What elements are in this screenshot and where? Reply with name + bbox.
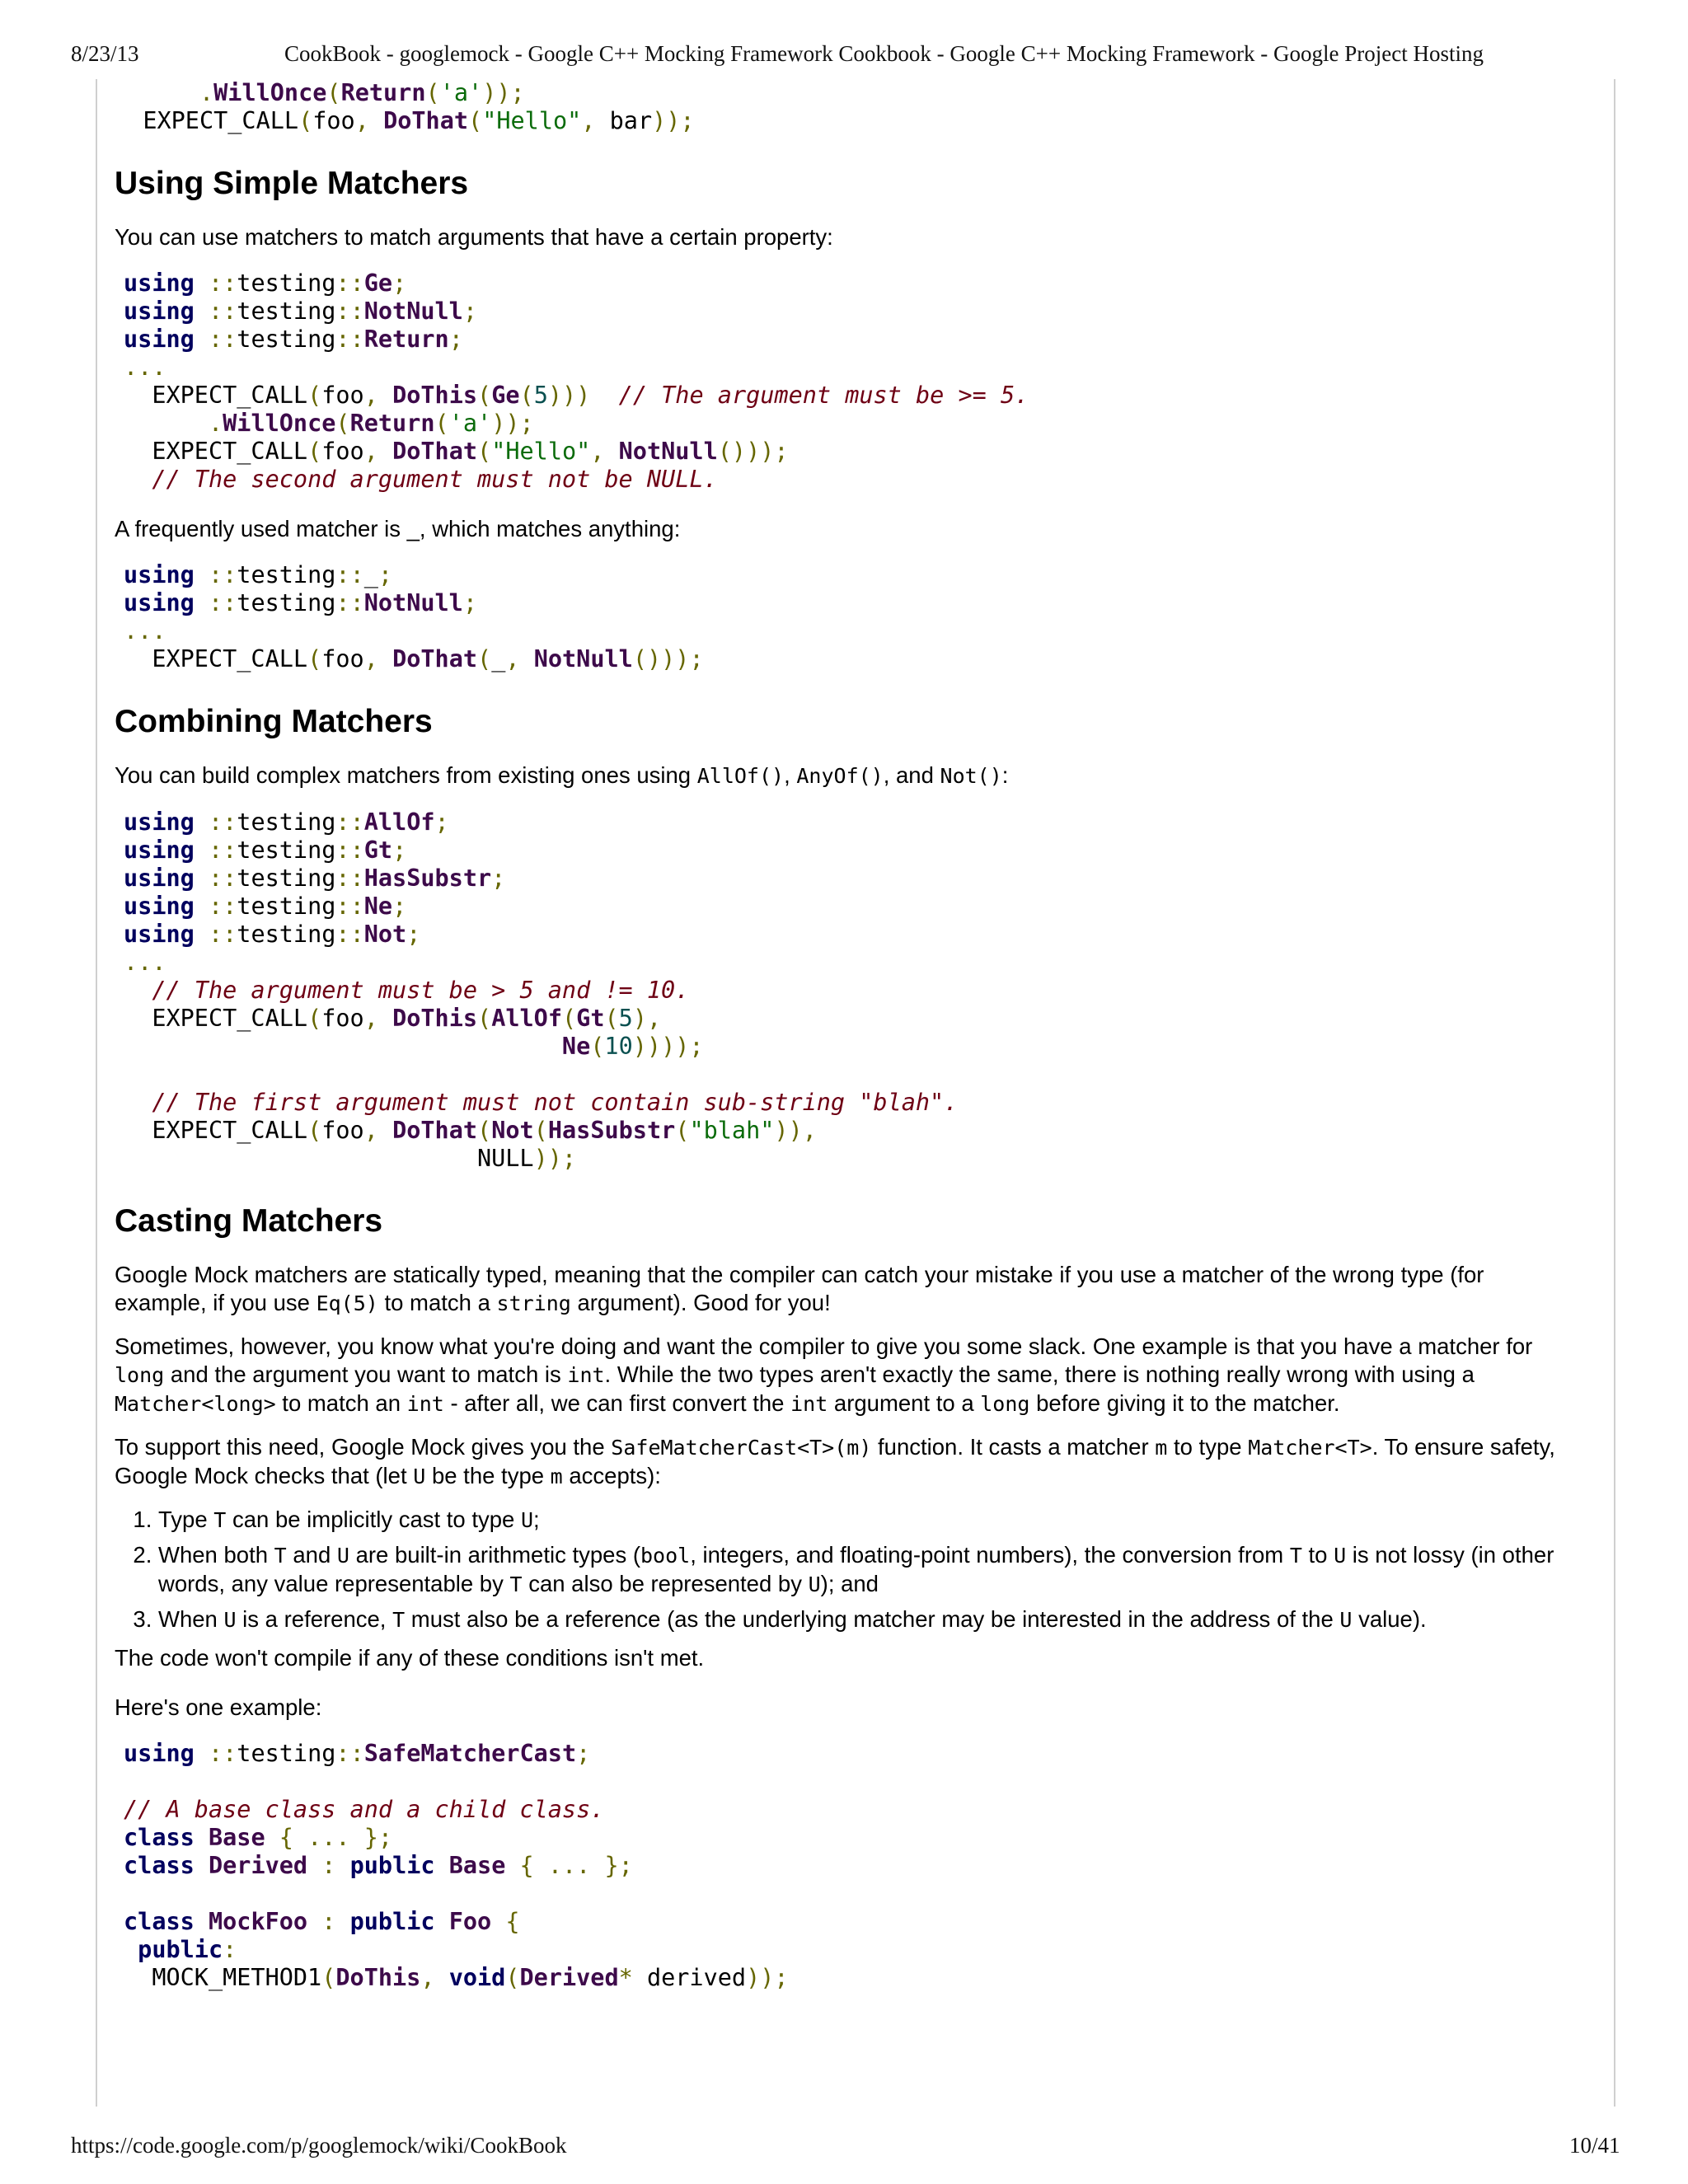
text: . To ensure safety, Google Mock checks that (let [115,1434,1555,1488]
print-date: 8/23/13 [71,41,139,66]
inline-code: Matcher<T> [1248,1436,1372,1460]
heading-using-simple-matchers: Using Simple Matchers [115,166,469,201]
text: When both [158,1542,274,1568]
code-safe-matcher-cast: using ::testing::SafeMatcherCast; // A base class and a child class. class Base { ... }; class Derived : public Base { ... }; class MockFoo : public Foo { public: MOCK_METHOD1(DoThis, void(Derived* derived)); [124,1740,789,1991]
code-simple-matchers: using ::testing::Ge; using ::testing::NotNull; using ::testing::Return; ... EXPECT_CALL(foo, DoThis(Ge(5))) // The argument must be >= 5. .WillOnce(Return('a')); EXPECT_CALL(foo, DoThat("Hello", NotNull())); // The second argument must not be NULL. [124,269,1029,493]
text: ; [533,1507,540,1532]
inline-code: m [550,1465,563,1488]
list-item [158,1541,1565,1599]
combining-sep-2: , and [883,762,940,788]
text: must also be a reference (as the underlying matcher may be interested in the address of the [405,1606,1340,1632]
inline-code: string [496,1291,571,1315]
text: and [286,1542,337,1568]
heading-casting-matchers: Casting Matchers [115,1203,383,1239]
text: accepts): [562,1463,661,1488]
casting-para-2 [115,1333,1565,1418]
code-combining-matchers: using ::testing::AllOf; using ::testing::Gt; using ::testing::HasSubstr; using ::testing::Ne; using ::testing::Not; ... // The argument must be > 5 and != 10. EXPECT_CALL(foo, DoThis(AllOf(Gt(5), Ne(10)))); // The first argument must not contain sub-string "blah". EXPECT_CALL(foo, DoThat(Not(HasSubstr("blah")), NULL)); [124,808,959,1172]
combining-intro-text: You can build complex matchers from existing ones using [115,762,697,788]
text: to [1301,1542,1334,1568]
text: . While the two types aren't exactly the same, there is nothing really wrong with using a [604,1361,1475,1387]
text: can be implicitly cast to type [226,1507,521,1532]
inline-code: SafeMatcherCast<T>(m) [611,1436,872,1460]
code-wildcard: using ::testing::_; using ::testing::NotNull; ... EXPECT_CALL(foo, DoThat(_, NotNull())); [124,561,704,673]
text: , integers, and floating-point numbers), the conversion from [690,1542,1290,1568]
code-not: Not() [940,764,1002,788]
casting-para-5: Here's one example: [115,1694,322,1720]
inline-code: Matcher<long> [115,1392,276,1416]
inline-code: T [392,1608,406,1632]
inline-code: long [115,1363,165,1387]
text: Google Mock matchers are statically typed, meaning that the compiler can catch your mistake if you use a matcher of the wrong type (for example, if you use [115,1262,1484,1315]
text: To support this need, Google Mock gives you the [115,1434,612,1460]
inline-code: U [413,1465,426,1488]
text: is not lossy (in other words, any value representable by [158,1542,1554,1596]
inline-code: int [790,1392,828,1416]
combining-intro [115,762,1565,790]
inline-code: bool [640,1544,691,1568]
combining-sep-1: , [784,762,797,788]
code-anyof: AnyOf() [796,764,884,788]
list-item [158,1506,1565,1535]
heading-combining-matchers: Combining Matchers [115,704,433,739]
right-border [1614,79,1615,2107]
inline-code: long [980,1392,1030,1416]
text: - after all, we can first convert the [443,1390,791,1416]
simple-matchers-intro: You can use matchers to match arguments that have a certain property: [115,224,833,250]
inline-code: U [808,1572,821,1596]
text: value). [1352,1606,1427,1632]
text: and the argument you want to match is [164,1361,568,1387]
text: can also be represented by [522,1571,809,1596]
inline-code: Eq(5) [316,1291,378,1315]
text: ); and [820,1571,879,1596]
text: before giving it to the matcher. [1029,1390,1340,1416]
code-continuation: .WillOnce(Return('a')); EXPECT_CALL(foo, DoThat("Hello", bar)); [143,79,695,134]
text: to match a [377,1290,497,1315]
safe-cast-conditions-list [115,1506,1565,1634]
text: When [158,1606,224,1632]
print-title: CookBook - googlemock - Google C++ Mocking Framework Cookbook - Google C++ Mocking Framework - Google Project Hosting [284,41,1484,66]
text: Sometimes, however, you know what you're doing and want the compiler to give you some slack. One example is that you have a matcher for [115,1333,1533,1359]
inline-code: T [1289,1544,1302,1568]
text: argument). Good for you! [570,1290,831,1315]
text: be the type [425,1463,551,1488]
list-item [158,1605,1565,1634]
text: argument to a [828,1390,981,1416]
text: Type [158,1507,214,1532]
inline-code: int [406,1392,444,1416]
inline-code: U [520,1508,534,1532]
inline-code: U [1334,1544,1347,1568]
inline-code: m [1155,1436,1168,1460]
footer-url: https://code.google.com/p/googlemock/wiki/CookBook [71,2133,567,2158]
inline-code: T [213,1508,227,1532]
inline-code: U [1339,1608,1353,1632]
code-allof: AllOf() [696,764,785,788]
text: to match an [275,1390,407,1416]
wildcard-intro: A frequently used matcher is _, which matches anything: [115,516,681,541]
text: function. It casts a matcher [871,1434,1156,1460]
footer-page-number: 10/41 [1569,2133,1620,2158]
inline-code: T [509,1572,523,1596]
inline-code: U [223,1608,237,1632]
casting-para-3 [115,1433,1565,1491]
text: to type [1167,1434,1249,1460]
page-content [115,79,1565,1992]
combining-end: : [1001,762,1009,788]
inline-code: T [274,1544,287,1568]
left-border [96,79,97,2107]
text: is a reference, [236,1606,393,1632]
casting-para-1 [115,1261,1565,1318]
inline-code: int [567,1363,605,1387]
casting-para-4: The code won't compile if any of these conditions isn't met. [115,1645,705,1671]
inline-code: U [336,1544,349,1568]
text: are built-in arithmetic types ( [349,1542,640,1568]
